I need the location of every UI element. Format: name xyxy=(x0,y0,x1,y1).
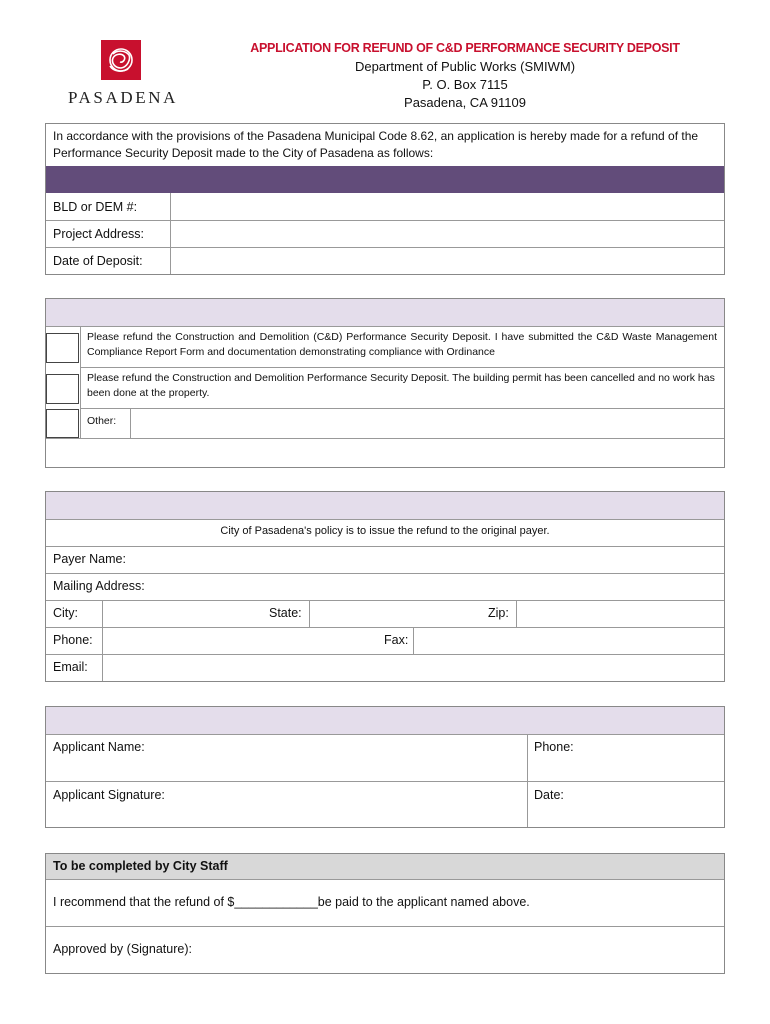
refund-recommendation-text: I recommend that the refund of $____________be paid to the applicant named above. xyxy=(53,895,530,909)
other-checkbox[interactable] xyxy=(46,409,79,438)
intro-text: In accordance with the provisions of the Pasadena Municipal Code 8.62, an application is hereby made for a refund of the Performance Security Deposit made to the City of Pasadena as follows: xyxy=(53,129,699,160)
applicant-name-label: Applicant Name: xyxy=(53,740,145,754)
phone-label: Phone: xyxy=(53,633,93,647)
mailing-address-input[interactable] xyxy=(160,575,722,599)
email-label: Email: xyxy=(53,660,88,674)
mailing-address-label: Mailing Address: xyxy=(53,579,145,593)
state-label: State: xyxy=(269,606,302,620)
deposit-date-label: Date of Deposit: xyxy=(53,254,143,268)
applicant-header-bar xyxy=(46,707,724,734)
applicant-date-label: Date: xyxy=(534,788,564,802)
email-input[interactable] xyxy=(104,656,722,680)
department-name: Department of Public Works (SMIWM) xyxy=(354,59,576,74)
refund-compliance-checkbox[interactable] xyxy=(46,333,79,363)
zip-label: Zip: xyxy=(488,606,509,620)
applicant-signature-input[interactable] xyxy=(47,803,525,827)
bld-input[interactable] xyxy=(172,195,722,219)
project-address-label: Project Address: xyxy=(53,227,145,241)
applicant-phone-input[interactable] xyxy=(529,756,722,780)
rose-icon xyxy=(101,40,141,80)
fax-label: Fax: xyxy=(384,633,409,647)
applicant-signature-label: Applicant Signature: xyxy=(53,788,165,802)
refund-compliance-text: Please refund the Construction and Demolition (C&D) Performance Security Deposit. I have submitted the C&D Waste Management Compliance Report Form and documentation demonstrating compliance with Ordinance xyxy=(87,331,717,358)
city-input[interactable] xyxy=(104,602,264,626)
reason-header-bar xyxy=(46,299,724,326)
applicant-name-input[interactable] xyxy=(47,756,525,780)
refund-cancelled-checkbox[interactable] xyxy=(46,374,79,404)
section-header-bar xyxy=(46,166,724,193)
refund-cancelled-text: Please refund the Construction and Demolition Performance Security Deposit. The building permit has been cancelled and no work has been done at the property. xyxy=(87,372,715,399)
applicant-phone-label: Phone: xyxy=(534,740,574,754)
payer-name-input[interactable] xyxy=(140,548,722,572)
payer-name-label: Payer Name: xyxy=(53,552,126,566)
other-input[interactable] xyxy=(132,410,722,437)
approved-by-label: Approved by (Signature): xyxy=(53,942,192,956)
state-input[interactable] xyxy=(311,602,481,626)
city-label: City: xyxy=(53,606,78,620)
other-label: Other: xyxy=(87,415,117,427)
po-box: P. O. Box 7115 xyxy=(422,77,508,92)
refund-policy-note: City of Pasadena's policy is to issue the refund to the original payer. xyxy=(220,525,550,537)
deposit-date-input[interactable] xyxy=(172,249,722,273)
payer-header-bar xyxy=(46,492,724,519)
zip-input[interactable] xyxy=(518,602,722,626)
fax-input[interactable] xyxy=(415,629,722,653)
approved-by-signature-input[interactable] xyxy=(200,936,722,972)
pasadena-logo xyxy=(64,40,182,110)
project-address-input[interactable] xyxy=(172,222,722,246)
phone-input[interactable] xyxy=(104,629,374,653)
applicant-date-input[interactable] xyxy=(529,803,722,827)
form-title: APPLICATION FOR REFUND OF C&D PERFORMANCE SECURITY DEPOSIT xyxy=(250,41,680,55)
other-explanation-input[interactable] xyxy=(47,440,723,467)
logo-wordmark: PASADENA xyxy=(68,88,178,107)
bld-label: BLD or DEM #: xyxy=(53,200,138,214)
city-address: Pasadena, CA 91109 xyxy=(404,95,526,110)
city-staff-heading: To be completed by City Staff xyxy=(53,859,228,873)
